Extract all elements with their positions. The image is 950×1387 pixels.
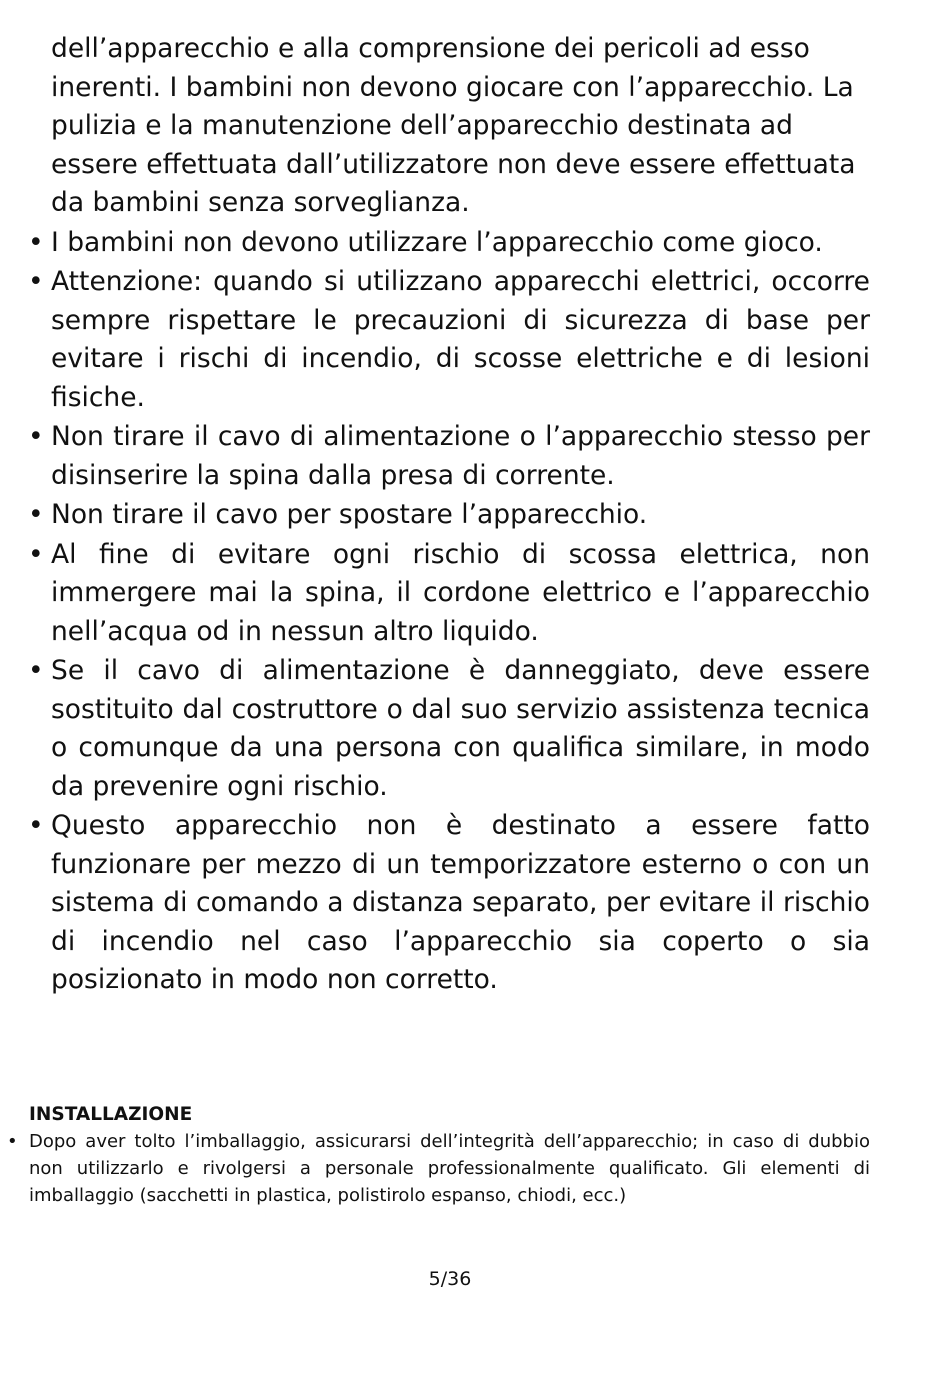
safety-item <box>24 652 870 806</box>
safety-item-text: I bambini non devono utilizzare l’apparecchio come gioco. <box>51 226 823 258</box>
safety-item-text: Attenzione: quando si utilizzano apparecchi elettrici, occorre sempre rispettare le precauzioni di sicurezza di base per evitare i rischi di incendio, di scosse elettriche e di lesioni fisiche. <box>51 266 870 413</box>
bullet-icon: • <box>28 421 44 452</box>
bullet-icon: • <box>28 538 44 570</box>
bullet-icon: • <box>7 1131 18 1152</box>
safety-instructions <box>24 30 870 1000</box>
safety-item-text: Al fine di evitare ogni rischio di scossa elettrica, non immergere mai la spina, il cordone elettrico e l’apparecchio nell’acqua od in nessun altro liquido. <box>51 538 870 647</box>
bullet-icon: • <box>28 810 44 841</box>
bullet-icon: • <box>28 499 44 530</box>
safety-item <box>24 224 870 263</box>
safety-item <box>24 263 870 417</box>
section-heading: INSTALLAZIONE <box>29 1104 193 1125</box>
safety-item <box>24 807 870 1000</box>
safety-item <box>24 418 870 495</box>
bullet-icon: • <box>28 226 44 258</box>
page-number: 5/36 <box>428 1268 472 1290</box>
safety-item-text: Non tirare il cavo di alimentazione o l’apparecchio stesso per disinserire la spina dalla presa di corrente. <box>51 421 870 491</box>
bullet-icon: • <box>28 655 44 686</box>
bullet-icon: • <box>28 266 44 297</box>
continued-paragraph: dell’apparecchio e alla comprensione dei pericoli ad esso inerenti. I bambini non devono giocare con l’apparecchio. La pulizia e la manutenzione dell’apparecchio destinata ad essere effettuata dall’utilizzatore non deve essere effettuata da bambini senza sorveglianza. <box>51 33 856 218</box>
safety-item-text: Non tirare il cavo per spostare l’apparecchio. <box>51 499 648 530</box>
safety-item <box>24 536 870 652</box>
safety-item-text: Questo apparecchio non è destinato a essere fatto funzionare per mezzo di un temporizzatore esterno o con un sistema di comando a distanza separato, per evitare il rischio di incendio nel caso l’apparecchio sia coperto o sia posizionato in modo non corretto. <box>51 810 870 995</box>
installation-section <box>7 1101 870 1209</box>
safety-item <box>24 496 870 535</box>
installation-item <box>7 1128 870 1209</box>
installation-item-text: Dopo aver tolto l’imballaggio, assicurarsi dell’integrità dell’apparecchio; in caso di dubbio non utilizzarlo e rivolgersi a personale professionalmente qualificato. Gli elementi di imballaggio (sacchetti in plastica, polistirolo espanso, chiodi, ecc.) <box>29 1131 870 1206</box>
safety-item-text: Se il cavo di alimentazione è danneggiato, deve essere sostituito dal costruttore o dal suo servizio assistenza tecnica o comunque da una persona con qualifica similare, in modo da prevenire ogni rischio. <box>51 655 870 802</box>
